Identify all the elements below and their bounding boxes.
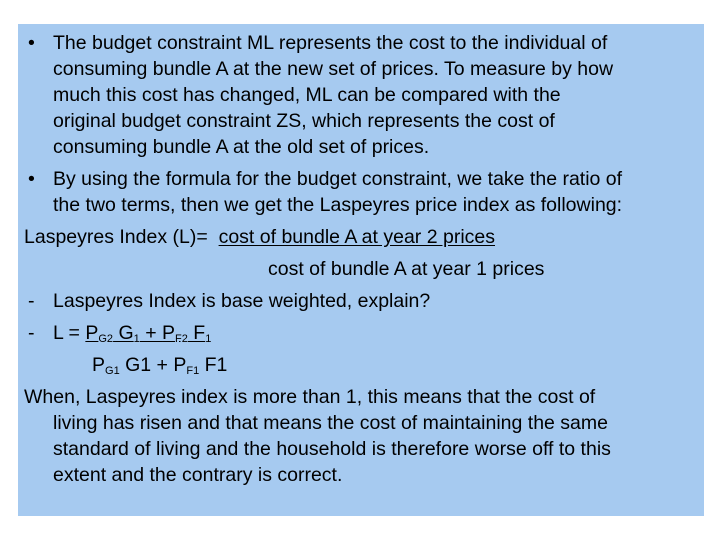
conclusion-line-2: living has risen and that means the cost of maintaining the same xyxy=(53,412,608,434)
bullet-marker: • xyxy=(28,168,35,190)
dash-marker: - xyxy=(28,290,35,312)
dash-item-2-numerator xyxy=(28,320,211,352)
formula-denominator: cost of bundle A at year 1 prices xyxy=(268,258,545,280)
bullet-2-line-2: the two terms, then we get the Laspeyres price index as following: xyxy=(53,194,623,216)
bullet-1-line-2: consuming bundle A at the new set of prices. To measure by how xyxy=(53,58,614,80)
formula-numerator: cost of bundle A at year 2 prices xyxy=(218,226,495,248)
bullet-marker: • xyxy=(28,32,35,54)
laspeyres-formula-line xyxy=(24,224,495,250)
conclusion-line-4: extent and the contrary is correct. xyxy=(53,464,343,486)
bullet-1-line-1: • The budget constraint ML represents the cost to the individual of xyxy=(28,32,608,54)
conclusion-line-1: When, Laspeyres index is more than 1, this means that the cost of xyxy=(24,386,596,408)
l-formula-denominator: $P_{G1}$ $G1 + P_{F1}$ F1 xyxy=(92,354,228,377)
bullet-1-line-4: original budget constraint ZS, which represents the cost of xyxy=(53,110,555,132)
dash-marker: - xyxy=(28,322,35,344)
slide-content xyxy=(18,24,704,516)
bullet-2-line-1: • By using the formula for the budget constraint, we take the ratio of xyxy=(28,168,623,190)
bullet-1-line-5: consuming bundle A at the old set of prices. xyxy=(53,136,430,158)
l-formula-numerator: $P_{G2}$ $G_1 + P_{F2}$ $F_1$ xyxy=(85,322,212,345)
bullet-1-line-3: much this cost has changed, ML can be compared with the xyxy=(53,84,561,106)
conclusion-line-3: standard of living and the household is therefore worse off to this xyxy=(53,438,611,460)
formula-label: Laspeyres Index (L)= xyxy=(24,226,208,248)
dash-item-1: - Laspeyres Index is base weighted, explain? xyxy=(28,290,431,312)
formula-prefix: L = xyxy=(53,322,86,344)
